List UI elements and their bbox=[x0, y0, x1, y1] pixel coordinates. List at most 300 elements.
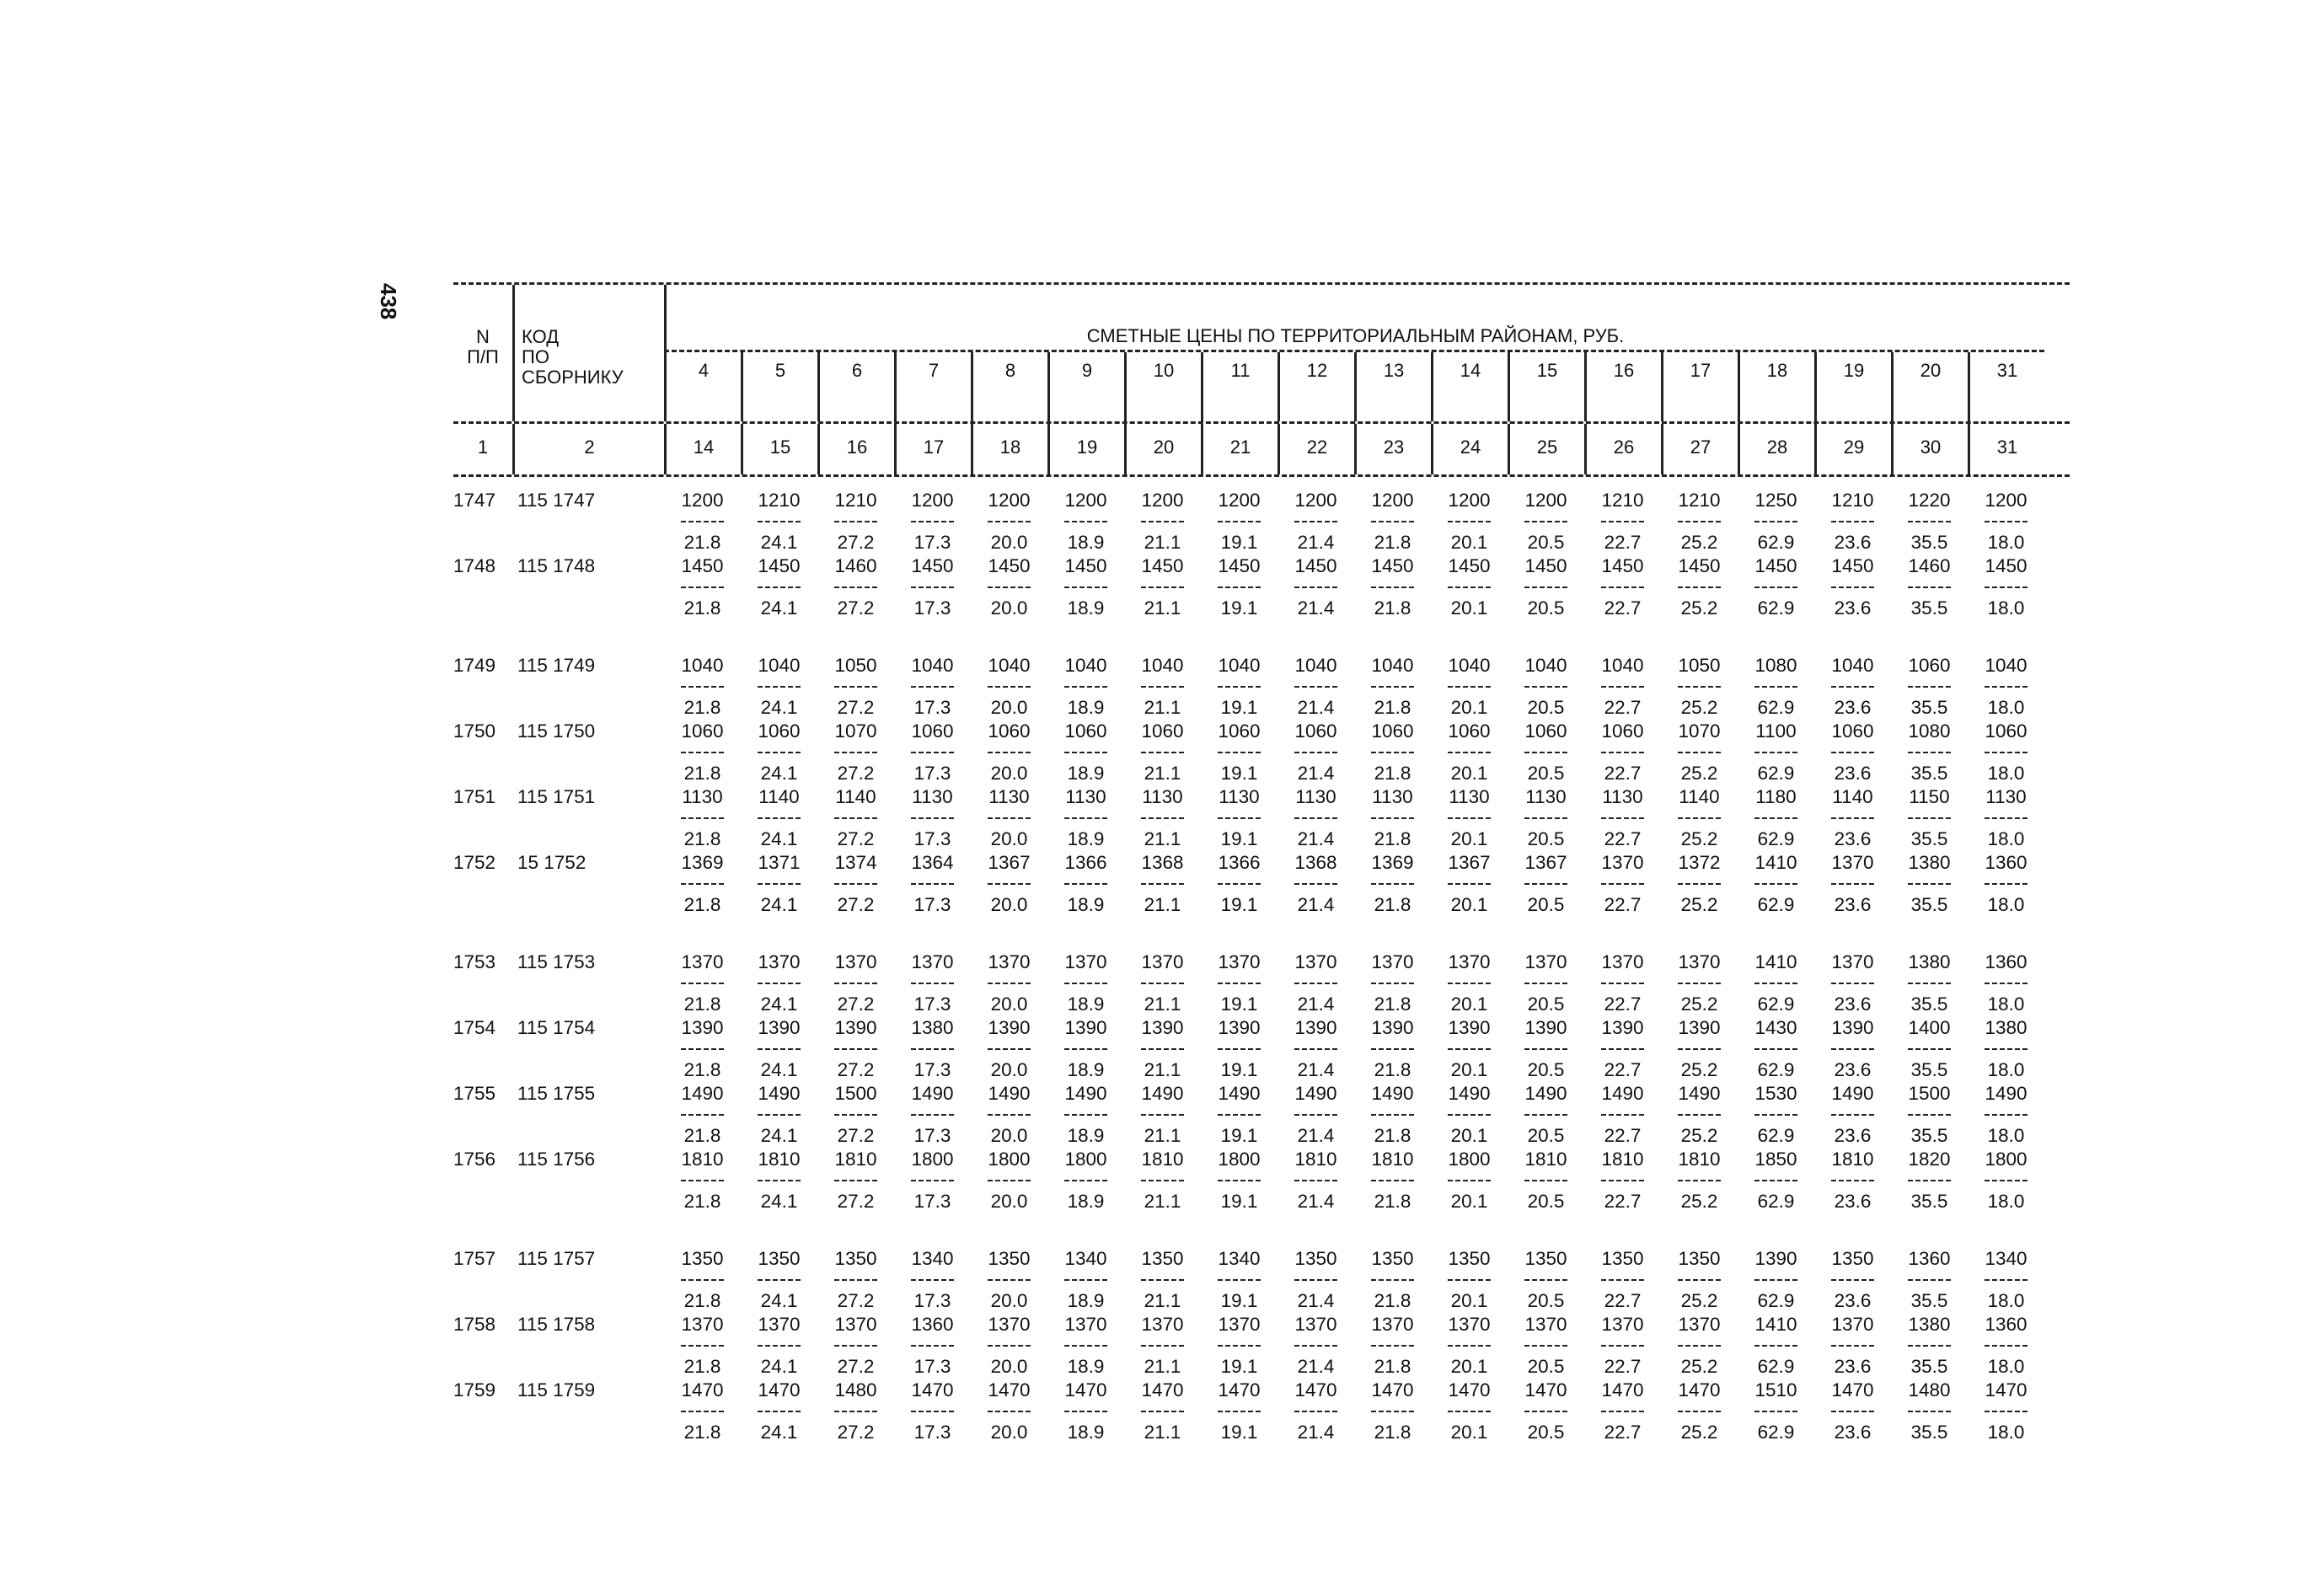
fraction-bar bbox=[1064, 752, 1107, 753]
index-value: 18.9 bbox=[1067, 1422, 1105, 1443]
fraction-bar bbox=[1601, 817, 1644, 819]
index-value: 22.7 bbox=[1604, 1125, 1642, 1146]
row-number: 1758 bbox=[453, 1314, 496, 1335]
fraction-bar bbox=[1141, 817, 1184, 819]
price-value: 1350 bbox=[1371, 1248, 1414, 1269]
fraction-bar bbox=[758, 883, 801, 885]
fraction-bar-row bbox=[453, 1336, 2070, 1355]
row-code: 115 1759 bbox=[517, 1379, 596, 1401]
price-value: 1390 bbox=[1448, 1017, 1491, 1038]
fraction-bar bbox=[758, 1411, 801, 1412]
price-value: 1130 bbox=[1219, 786, 1260, 807]
index-value: 18.0 bbox=[1987, 763, 2025, 784]
fraction-bar bbox=[1064, 521, 1107, 522]
row-number: 1759 bbox=[453, 1379, 496, 1401]
column-index: 17 bbox=[923, 436, 945, 458]
price-value: 1390 bbox=[1524, 1017, 1567, 1038]
fraction-bar bbox=[1524, 1411, 1567, 1412]
index-cells bbox=[664, 424, 2044, 474]
price-value: 1350 bbox=[1294, 1248, 1337, 1269]
fraction-bar bbox=[1831, 1048, 1874, 1050]
index-value: 22.7 bbox=[1604, 828, 1642, 849]
index-value: 21.1 bbox=[1144, 894, 1181, 915]
fraction-bar-row bbox=[453, 578, 2070, 597]
column-index-cell bbox=[741, 424, 817, 474]
price-value: 1470 bbox=[911, 1379, 954, 1401]
price-value: 1370 bbox=[1601, 852, 1644, 873]
index-value: 23.6 bbox=[1834, 1356, 1872, 1377]
index-value: 20.0 bbox=[990, 532, 1028, 553]
price-value: 1370 bbox=[681, 1314, 724, 1335]
index-value: 21.8 bbox=[1374, 597, 1411, 619]
price-value: 1370 bbox=[681, 951, 724, 972]
price-value: 1350 bbox=[1448, 1248, 1491, 1269]
column-index: 18 bbox=[999, 436, 1021, 458]
column-index: 31 bbox=[1996, 436, 2018, 458]
table-header bbox=[453, 285, 2070, 421]
fraction-bar bbox=[1908, 983, 1951, 984]
region-number-cell bbox=[1661, 352, 1738, 421]
index-value: 21.1 bbox=[1144, 1125, 1181, 1146]
price-value: 1810 bbox=[681, 1149, 724, 1170]
price-value: 1380 bbox=[1985, 1017, 2027, 1038]
index-value-row bbox=[453, 762, 2070, 785]
column-index: 22 bbox=[1306, 436, 1328, 458]
price-value: 1380 bbox=[1908, 951, 1951, 972]
price-value: 1450 bbox=[1831, 555, 1874, 576]
price-row bbox=[453, 1148, 2070, 1171]
index-value: 21.8 bbox=[683, 1356, 721, 1377]
index-value: 21.4 bbox=[1297, 894, 1335, 915]
price-value: 1450 bbox=[1601, 555, 1644, 576]
fraction-bar bbox=[1294, 752, 1337, 753]
price-value: 1480 bbox=[834, 1379, 877, 1401]
index-value: 23.6 bbox=[1834, 532, 1872, 553]
fraction-bar bbox=[911, 1180, 954, 1181]
price-value: 1040 bbox=[1601, 655, 1644, 676]
price-value: 1367 bbox=[1524, 852, 1567, 873]
fraction-bar bbox=[1448, 1114, 1491, 1116]
column-index-cell bbox=[1661, 424, 1738, 474]
price-value: 1490 bbox=[988, 1083, 1031, 1104]
price-value: 1390 bbox=[758, 1017, 801, 1038]
fraction-bar-row bbox=[453, 1171, 2070, 1190]
price-value: 1340 bbox=[1985, 1248, 2027, 1269]
fraction-bar bbox=[1985, 586, 2027, 588]
fraction-bar bbox=[1908, 586, 1951, 588]
index-value: 23.6 bbox=[1834, 697, 1872, 718]
index-value: 25.2 bbox=[1680, 1059, 1718, 1080]
fraction-bar bbox=[988, 1345, 1031, 1347]
header-code-line3: СБОРНИКУ bbox=[522, 367, 624, 388]
price-value: 1450 bbox=[1678, 555, 1721, 576]
fraction-bar bbox=[988, 686, 1031, 688]
price-value: 1470 bbox=[1064, 1379, 1107, 1401]
row-group bbox=[453, 654, 2070, 917]
price-row bbox=[453, 554, 2070, 578]
index-value: 62.9 bbox=[1757, 1059, 1795, 1080]
price-value: 1350 bbox=[1678, 1248, 1721, 1269]
fraction-bar bbox=[1831, 686, 1874, 688]
region-number: 12 bbox=[1306, 360, 1328, 381]
index-value: 24.1 bbox=[760, 1356, 798, 1377]
fraction-bar bbox=[1754, 817, 1797, 819]
price-value: 1490 bbox=[1218, 1083, 1261, 1104]
price-value: 1040 bbox=[911, 655, 954, 676]
price-value: 1200 bbox=[1141, 490, 1184, 511]
price-value: 1800 bbox=[911, 1149, 954, 1170]
fraction-bar bbox=[1908, 1180, 1951, 1181]
index-value: 18.9 bbox=[1067, 532, 1105, 553]
index-value: 20.0 bbox=[990, 1422, 1028, 1443]
index-value: 17.3 bbox=[913, 1290, 951, 1311]
fraction-bar bbox=[1371, 1279, 1414, 1281]
index-value: 20.1 bbox=[1450, 697, 1488, 718]
fraction-bar bbox=[988, 521, 1031, 522]
fraction-bar bbox=[758, 752, 801, 753]
index-value: 21.8 bbox=[683, 532, 721, 553]
price-value: 1040 bbox=[1831, 655, 1874, 676]
fraction-bar bbox=[1831, 586, 1874, 588]
price-value: 1450 bbox=[1754, 555, 1797, 576]
region-number-cell bbox=[1508, 352, 1584, 421]
fraction-bar bbox=[1448, 1411, 1491, 1412]
index-value: 25.2 bbox=[1680, 597, 1718, 619]
index-value: 19.1 bbox=[1220, 1356, 1258, 1377]
index-value: 27.2 bbox=[837, 1422, 875, 1443]
index-value: 21.4 bbox=[1297, 1422, 1335, 1443]
price-value: 1390 bbox=[681, 1017, 724, 1038]
price-value: 1340 bbox=[1064, 1248, 1107, 1269]
fraction-bar bbox=[1294, 521, 1337, 522]
fraction-bar bbox=[681, 1048, 724, 1050]
index-value: 21.8 bbox=[683, 1059, 721, 1080]
price-value: 1390 bbox=[1141, 1017, 1184, 1038]
fraction-bar bbox=[1371, 1180, 1414, 1181]
fraction-bar bbox=[1064, 983, 1107, 984]
index-value: 19.1 bbox=[1220, 763, 1258, 784]
index-value-row bbox=[453, 597, 2070, 620]
fraction-bar bbox=[1218, 817, 1261, 819]
fraction-bar bbox=[1678, 1345, 1721, 1347]
price-value: 1490 bbox=[1601, 1083, 1644, 1104]
index-value: 25.2 bbox=[1680, 1125, 1718, 1146]
price-value: 1490 bbox=[1294, 1083, 1337, 1104]
index-value: 21.4 bbox=[1297, 828, 1335, 849]
fraction-bar bbox=[1141, 883, 1184, 885]
fraction-bar bbox=[834, 883, 877, 885]
price-value: 1370 bbox=[988, 1314, 1031, 1335]
column-index: 16 bbox=[846, 436, 868, 458]
index-value: 21.8 bbox=[1374, 763, 1411, 784]
fraction-bar bbox=[1064, 1180, 1107, 1181]
fraction-bar bbox=[1831, 883, 1874, 885]
index-value: 22.7 bbox=[1604, 1191, 1642, 1212]
column-index-cell bbox=[1278, 424, 1354, 474]
fraction-bar bbox=[1908, 1345, 1951, 1347]
row-code: 115 1756 bbox=[517, 1149, 596, 1170]
index-value: 35.5 bbox=[1910, 697, 1948, 718]
column-index: 27 bbox=[1690, 436, 1711, 458]
region-number-cell bbox=[1201, 352, 1278, 421]
index-value: 23.6 bbox=[1834, 894, 1872, 915]
index-value: 18.9 bbox=[1067, 1059, 1105, 1080]
index-value: 25.2 bbox=[1680, 1422, 1718, 1443]
price-value: 1371 bbox=[758, 852, 801, 873]
price-value: 1370 bbox=[911, 951, 954, 972]
price-value: 1060 bbox=[1218, 720, 1261, 742]
fraction-bar bbox=[1524, 586, 1567, 588]
price-value: 1370 bbox=[1294, 1314, 1337, 1335]
index-value: 62.9 bbox=[1757, 1191, 1795, 1212]
fraction-bar bbox=[988, 1279, 1031, 1281]
index-value: 21.4 bbox=[1297, 597, 1335, 619]
row-code: 115 1750 bbox=[517, 720, 596, 742]
index-value: 21.4 bbox=[1297, 763, 1335, 784]
fraction-bar bbox=[1371, 521, 1414, 522]
fraction-bar bbox=[1985, 1114, 2027, 1116]
index-value: 19.1 bbox=[1220, 828, 1258, 849]
index-value: 18.9 bbox=[1067, 1290, 1105, 1311]
column-index: 15 bbox=[769, 436, 791, 458]
price-value: 1367 bbox=[1448, 852, 1491, 873]
price-value: 1470 bbox=[1601, 1379, 1644, 1401]
price-value: 1510 bbox=[1754, 1379, 1797, 1401]
index-value: 62.9 bbox=[1757, 597, 1795, 619]
index-value: 18.0 bbox=[1987, 1422, 2025, 1443]
fraction-bar bbox=[1601, 983, 1644, 984]
region-number-cell bbox=[1047, 352, 1124, 421]
index-value: 18.9 bbox=[1067, 1191, 1105, 1212]
price-value: 1060 bbox=[1371, 720, 1414, 742]
price-value: 1450 bbox=[681, 555, 724, 576]
row-group bbox=[453, 1247, 2070, 1444]
index-value: 24.1 bbox=[760, 1125, 798, 1146]
price-value: 1470 bbox=[1294, 1379, 1337, 1401]
price-value: 1480 bbox=[1908, 1379, 1951, 1401]
price-value: 1810 bbox=[1141, 1149, 1184, 1170]
column-index-cell bbox=[1814, 424, 1891, 474]
row-number: 1754 bbox=[453, 1017, 496, 1038]
index-value: 20.0 bbox=[990, 828, 1028, 849]
region-number: 7 bbox=[928, 360, 940, 381]
row-number: 1750 bbox=[453, 720, 496, 742]
price-value: 1140 bbox=[758, 786, 800, 807]
fraction-bar bbox=[1064, 817, 1107, 819]
index-value: 24.1 bbox=[760, 1290, 798, 1311]
fraction-bar bbox=[1524, 521, 1567, 522]
price-value: 1350 bbox=[1524, 1248, 1567, 1269]
price-value: 1140 bbox=[1679, 786, 1720, 807]
fraction-bar bbox=[1064, 686, 1107, 688]
fraction-bar bbox=[1985, 983, 2027, 984]
price-value: 1490 bbox=[681, 1083, 724, 1104]
fraction-bar bbox=[911, 1345, 954, 1347]
column-index-cell bbox=[664, 424, 741, 474]
index-value: 20.1 bbox=[1450, 894, 1488, 915]
fraction-bar-row bbox=[453, 1402, 2070, 1421]
index-value: 21.1 bbox=[1144, 993, 1181, 1015]
price-value: 1450 bbox=[1218, 555, 1261, 576]
column-index-row bbox=[453, 421, 2070, 477]
price-value: 1040 bbox=[1524, 655, 1567, 676]
index-value: 21.8 bbox=[683, 828, 721, 849]
index-value: 20.0 bbox=[990, 1356, 1028, 1377]
index-value: 25.2 bbox=[1680, 1290, 1718, 1311]
index-value: 18.9 bbox=[1067, 828, 1105, 849]
price-value: 1500 bbox=[834, 1083, 877, 1104]
index-value: 21.4 bbox=[1297, 1356, 1335, 1377]
fraction-bar bbox=[1985, 1048, 2027, 1050]
index-value: 18.0 bbox=[1987, 1191, 2025, 1212]
index-value: 21.8 bbox=[1374, 697, 1411, 718]
fraction-bar bbox=[758, 1114, 801, 1116]
index-value: 20.5 bbox=[1527, 1422, 1565, 1443]
region-number-cell bbox=[817, 352, 894, 421]
price-value: 1390 bbox=[834, 1017, 877, 1038]
fraction-bar bbox=[1448, 817, 1491, 819]
fraction-bar bbox=[1294, 1279, 1337, 1281]
price-value: 1040 bbox=[1294, 655, 1337, 676]
index-value: 27.2 bbox=[837, 1191, 875, 1212]
fraction-bar bbox=[1371, 1411, 1414, 1412]
fraction-bar bbox=[1678, 686, 1721, 688]
index-value: 24.1 bbox=[760, 597, 798, 619]
fraction-bar bbox=[1064, 586, 1107, 588]
index-value: 24.1 bbox=[760, 1422, 798, 1443]
price-value: 1490 bbox=[1064, 1083, 1107, 1104]
price-value: 1060 bbox=[1908, 655, 1951, 676]
index-value: 21.4 bbox=[1297, 532, 1335, 553]
index-value: 21.4 bbox=[1297, 1125, 1335, 1146]
price-value: 1360 bbox=[1985, 951, 2027, 972]
fraction-bar bbox=[1064, 883, 1107, 885]
row-number: 1748 bbox=[453, 555, 496, 576]
price-value: 1360 bbox=[1908, 1248, 1951, 1269]
fraction-bar bbox=[1601, 883, 1644, 885]
index-value: 20.1 bbox=[1450, 763, 1488, 784]
price-value: 1370 bbox=[1678, 951, 1721, 972]
price-value: 1350 bbox=[681, 1248, 724, 1269]
fraction-bar bbox=[1831, 983, 1874, 984]
fraction-bar bbox=[1371, 983, 1414, 984]
index-value: 62.9 bbox=[1757, 894, 1795, 915]
fraction-bar bbox=[1218, 1279, 1261, 1281]
index-value: 62.9 bbox=[1757, 1290, 1795, 1311]
fraction-bar bbox=[1831, 817, 1874, 819]
index-value: 21.8 bbox=[683, 993, 721, 1015]
region-number: 15 bbox=[1536, 360, 1558, 381]
price-row bbox=[453, 951, 2070, 974]
row-number: 1747 bbox=[453, 490, 496, 511]
index-value: 17.3 bbox=[913, 1191, 951, 1212]
index-value: 21.1 bbox=[1144, 1191, 1181, 1212]
fraction-bar bbox=[1141, 1411, 1184, 1412]
fraction-bar bbox=[1141, 1114, 1184, 1116]
fraction-bar bbox=[758, 1345, 801, 1347]
fraction-bar bbox=[911, 586, 954, 588]
price-value: 1060 bbox=[1524, 720, 1567, 742]
fraction-bar bbox=[1294, 817, 1337, 819]
index-value: 19.1 bbox=[1220, 1422, 1258, 1443]
region-number: 10 bbox=[1153, 360, 1175, 381]
fraction-bar bbox=[1908, 686, 1951, 688]
index-value: 20.5 bbox=[1527, 532, 1565, 553]
price-value: 1490 bbox=[1524, 1083, 1567, 1104]
price-value: 1400 bbox=[1908, 1017, 1951, 1038]
price-value: 1470 bbox=[1524, 1379, 1567, 1401]
index-value: 21.8 bbox=[1374, 1356, 1411, 1377]
header-np bbox=[453, 285, 512, 421]
index-value: 62.9 bbox=[1757, 1356, 1795, 1377]
price-value: 1367 bbox=[988, 852, 1031, 873]
price-value: 1050 bbox=[1678, 655, 1721, 676]
price-value: 1060 bbox=[681, 720, 724, 742]
index-value: 18.0 bbox=[1987, 532, 2025, 553]
fraction-bar bbox=[1218, 586, 1261, 588]
row-number: 1756 bbox=[453, 1149, 496, 1170]
fraction-bar bbox=[1448, 521, 1491, 522]
index-value: 20.0 bbox=[990, 1059, 1028, 1080]
region-number-cell bbox=[1891, 352, 1968, 421]
fraction-bar bbox=[1754, 1411, 1797, 1412]
index-value: 24.1 bbox=[760, 697, 798, 718]
fraction-bar bbox=[1754, 1114, 1797, 1116]
index-value: 23.6 bbox=[1834, 763, 1872, 784]
region-number: 31 bbox=[1996, 360, 2018, 381]
index-value: 27.2 bbox=[837, 1356, 875, 1377]
price-value: 1410 bbox=[1754, 1314, 1797, 1335]
price-value: 1450 bbox=[911, 555, 954, 576]
index-value: 21.1 bbox=[1144, 1059, 1181, 1080]
fraction-bar bbox=[1985, 883, 2027, 885]
fraction-bar bbox=[1371, 752, 1414, 753]
price-row bbox=[453, 489, 2070, 512]
fraction-bar bbox=[1601, 686, 1644, 688]
index-value: 25.2 bbox=[1680, 697, 1718, 718]
price-value: 1500 bbox=[1908, 1083, 1951, 1104]
price-row bbox=[453, 785, 2070, 809]
price-value: 1380 bbox=[1908, 1314, 1951, 1335]
price-value: 1810 bbox=[1524, 1149, 1567, 1170]
fraction-bar bbox=[1908, 521, 1951, 522]
fraction-bar bbox=[1601, 521, 1644, 522]
index-value: 35.5 bbox=[1910, 993, 1948, 1015]
fraction-bar bbox=[1218, 521, 1261, 522]
price-row bbox=[453, 654, 2070, 677]
fraction-bar bbox=[681, 752, 724, 753]
fraction-bar bbox=[758, 817, 801, 819]
fraction-bar bbox=[1218, 1048, 1261, 1050]
index-value: 21.8 bbox=[683, 597, 721, 619]
price-value: 1040 bbox=[1218, 655, 1261, 676]
fraction-bar-row bbox=[453, 1271, 2070, 1289]
price-value: 1080 bbox=[1754, 655, 1797, 676]
index-value: 22.7 bbox=[1604, 697, 1642, 718]
fraction-bar bbox=[1141, 521, 1184, 522]
index-value: 27.2 bbox=[837, 894, 875, 915]
index-value: 20.5 bbox=[1527, 1356, 1565, 1377]
price-value: 1450 bbox=[1064, 555, 1107, 576]
row-number: 1752 bbox=[453, 852, 496, 873]
fraction-bar-row bbox=[453, 809, 2070, 827]
price-value: 1060 bbox=[1141, 720, 1184, 742]
fraction-bar bbox=[758, 1048, 801, 1050]
index-value: 18.0 bbox=[1987, 1290, 2025, 1311]
fraction-bar bbox=[1448, 686, 1491, 688]
index-value: 20.5 bbox=[1527, 597, 1565, 619]
fraction-bar bbox=[911, 1048, 954, 1050]
